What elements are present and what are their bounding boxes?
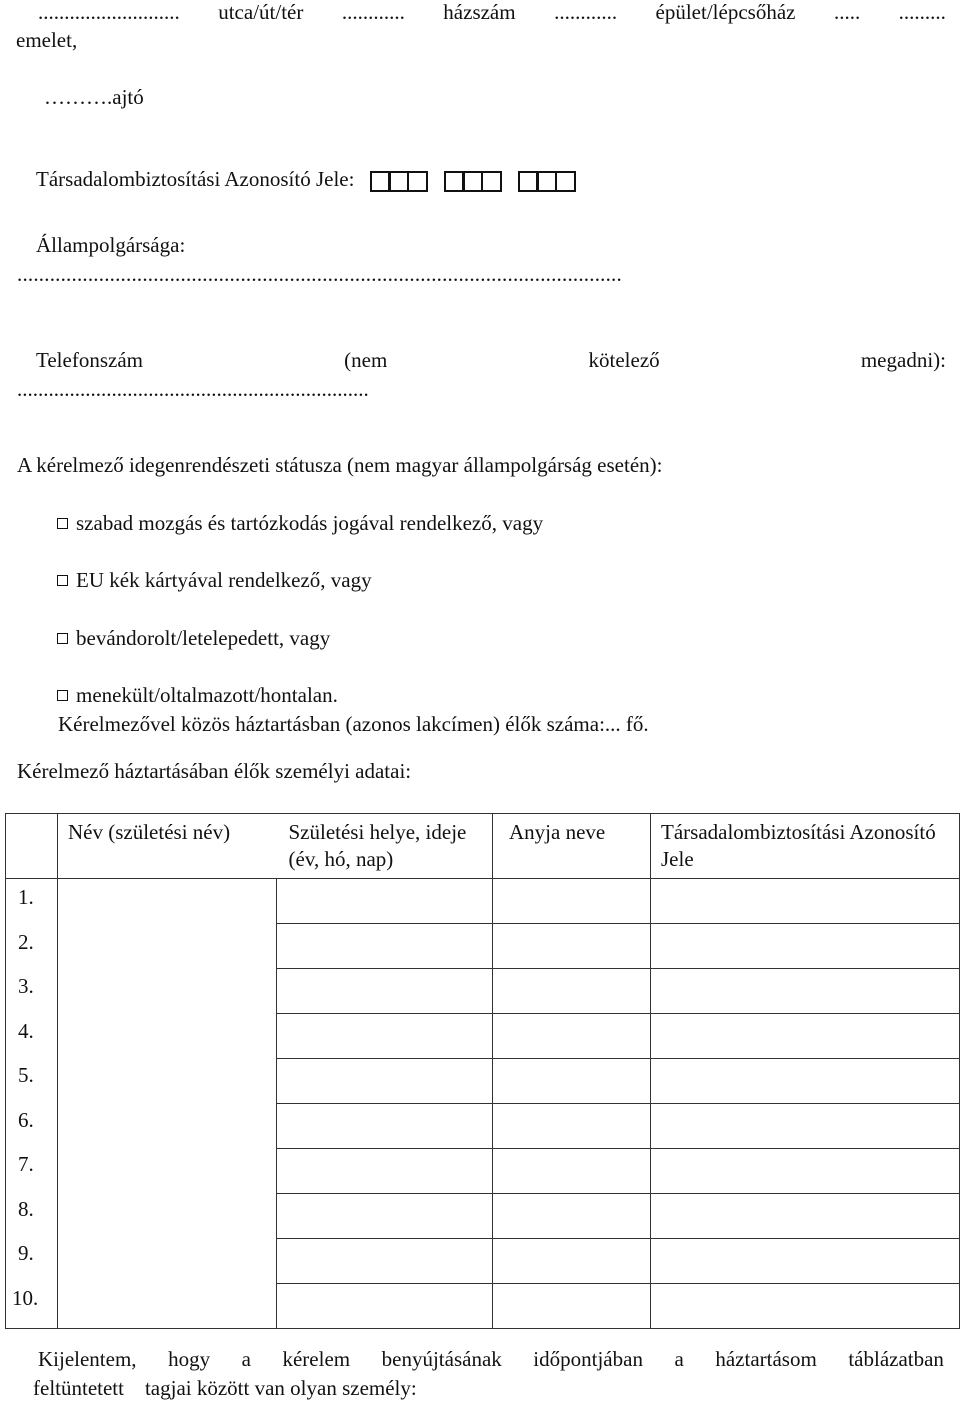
declaration-word: háztartásom <box>715 1347 817 1371</box>
address-dots-1: ........................... <box>38 0 180 24</box>
birth-cell[interactable] <box>277 1194 493 1239</box>
mother-cell[interactable] <box>493 1239 651 1284</box>
address-dots-3: ............ <box>554 0 618 24</box>
address-house-number-label: házszám <box>443 0 516 24</box>
phone-label: Telefonszám <box>36 348 143 372</box>
birth-cell[interactable] <box>277 1014 493 1059</box>
table-row-numbers <box>6 879 58 1329</box>
birth-cell[interactable] <box>277 1284 493 1329</box>
status-option-3[interactable] <box>57 626 330 651</box>
declaration-word: kérelem <box>282 1347 351 1371</box>
status-option-label: bevándorolt/letelepedett, vagy <box>76 626 331 650</box>
taj-cell[interactable] <box>651 1239 960 1284</box>
status-option-2[interactable] <box>57 568 372 593</box>
mother-cell[interactable] <box>493 1149 651 1194</box>
taj-box[interactable] <box>555 171 576 192</box>
status-heading: A kérelmező idegenrendészeti státusza (nem magyar állampolgárság esetén): <box>17 453 663 477</box>
table-header-mother: Anyja neve <box>493 814 651 879</box>
row-number: 2. <box>18 929 34 954</box>
row-number: 7. <box>18 1152 34 1176</box>
taj-cell[interactable] <box>651 1014 960 1059</box>
household-table-heading: Kérelmező háztartásában élők személyi adatai: <box>17 759 412 783</box>
declaration-word: a <box>674 1347 684 1371</box>
address-door-label: ……….ajtó <box>44 85 144 109</box>
address-dots-2: ............ <box>341 0 405 24</box>
taj-cell[interactable] <box>651 1149 960 1194</box>
status-option-4[interactable] <box>57 683 338 708</box>
address-floor-label: emelet, <box>16 28 78 52</box>
mother-cell[interactable] <box>493 969 651 1014</box>
taj-cell[interactable] <box>651 1194 960 1239</box>
address-building-label: épület/lépcsőház <box>655 0 796 24</box>
taj-label: Társadalombiztosítási Azonosító Jele: <box>36 167 355 191</box>
birth-cell[interactable] <box>277 969 493 1014</box>
declaration-word: a <box>241 1347 251 1371</box>
declaration-line-1 <box>38 1347 944 1372</box>
name-cell[interactable] <box>58 879 277 1329</box>
taj-boxes <box>370 171 576 192</box>
row-number: 4. <box>18 1018 34 1043</box>
citizenship-dots: ............................................................................................................... <box>17 262 622 286</box>
address-line-1 <box>38 0 946 25</box>
mother-cell[interactable] <box>493 1284 651 1329</box>
row-number: 5. <box>18 1063 34 1087</box>
status-option-1[interactable] <box>57 511 543 536</box>
row-number: 1. <box>18 885 34 909</box>
taj-cell[interactable] <box>651 969 960 1014</box>
declaration-line-2: feltüntetett tagjai között van olyan személy: <box>33 1376 417 1400</box>
checkbox-icon[interactable] <box>57 633 68 644</box>
declaration-word: hogy <box>168 1347 211 1371</box>
address-dots-4: ..... <box>833 0 861 24</box>
taj-box[interactable] <box>407 171 428 192</box>
declaration-word: időpontjában <box>533 1347 643 1371</box>
mother-cell[interactable] <box>493 1014 651 1059</box>
checkbox-icon[interactable] <box>57 575 68 586</box>
row-number: 10. <box>12 1285 39 1310</box>
phone-line <box>36 348 946 373</box>
taj-box-group-3 <box>518 171 576 192</box>
birth-cell[interactable] <box>277 1104 493 1149</box>
birth-cell[interactable] <box>277 879 493 924</box>
row-number: 9. <box>18 1241 34 1265</box>
declaration-word: benyújtásának <box>381 1347 502 1371</box>
table-row <box>6 879 960 924</box>
taj-line <box>36 167 576 192</box>
declaration-word: Kijelentem, <box>38 1347 137 1371</box>
status-option-label: EU kék kártyával rendelkező, vagy <box>76 568 372 592</box>
taj-cell[interactable] <box>651 1059 960 1104</box>
birth-cell[interactable] <box>277 924 493 969</box>
row-number: 6. <box>18 1107 34 1132</box>
citizenship-label: Állampolgársága: <box>36 233 186 257</box>
table-header-number <box>6 814 58 879</box>
table-header-row <box>6 814 960 879</box>
birth-cell[interactable] <box>277 1149 493 1194</box>
mother-cell[interactable] <box>493 1104 651 1149</box>
mother-cell[interactable] <box>493 1194 651 1239</box>
taj-box-group-2 <box>444 171 502 192</box>
phone-note-1: (nem <box>344 348 388 372</box>
declaration-word: táblázatban <box>848 1347 944 1371</box>
taj-cell[interactable] <box>651 1104 960 1149</box>
household-table <box>5 813 960 1329</box>
phone-note-2: kötelező <box>588 348 660 372</box>
phone-dots: ................................................................... <box>17 377 369 401</box>
checkbox-icon[interactable] <box>57 690 68 701</box>
birth-cell[interactable] <box>277 1239 493 1284</box>
table-header-taj: Társadalombiztosítási Azonosító Jele <box>651 814 960 879</box>
row-number: 8. <box>18 1196 34 1221</box>
taj-cell[interactable] <box>651 1284 960 1329</box>
row-number: 3. <box>18 974 34 998</box>
address-street-label: utca/út/tér <box>218 0 304 24</box>
table-header-birth: Születési helye, ideje (év, hó, nap) <box>277 814 493 879</box>
table-header-name: Név (születési név) <box>58 814 277 879</box>
mother-cell[interactable] <box>493 879 651 924</box>
taj-box[interactable] <box>481 171 502 192</box>
taj-cell[interactable] <box>651 879 960 924</box>
phone-note-3: megadni): <box>860 348 946 372</box>
taj-cell[interactable] <box>651 924 960 969</box>
status-option-label: szabad mozgás és tartózkodás jogával rendelkező, vagy <box>76 511 544 535</box>
birth-cell[interactable] <box>277 1059 493 1104</box>
checkbox-icon[interactable] <box>57 518 68 529</box>
household-count-line: Kérelmezővel közös háztartásban (azonos lakcímen) élők száma:... fő. <box>58 712 649 736</box>
status-option-label: menekült/oltalmazott/hontalan. <box>76 683 338 707</box>
mother-cell[interactable] <box>493 924 651 969</box>
address-dots-5: ......... <box>898 0 946 24</box>
taj-box-group-1 <box>370 171 428 192</box>
mother-cell[interactable] <box>493 1059 651 1104</box>
